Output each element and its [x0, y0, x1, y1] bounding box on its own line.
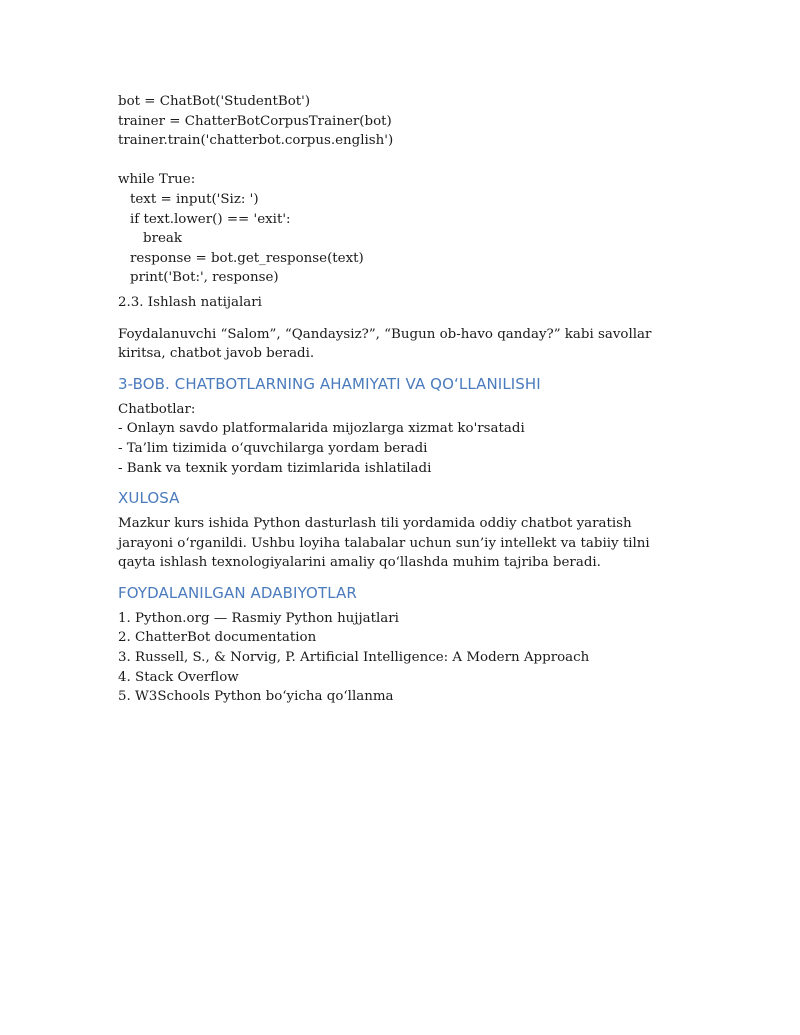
conclusion-body: Mazkur kurs ishida Python dasturlash tili yordamida oddiy chatbot yaratish jarayoni o‘rganildi. Ushbu loyiha talabalar uchun sun’iy intellekt va tabiiy tilni qayta ishlash texnologiyalarini amaliy qo‘llashda muhim tajriba beradi.: [118, 516, 650, 571]
blank-line: [118, 151, 678, 171]
reference-item: 4. Stack Overflow: [118, 669, 239, 685]
code-line: text = input('Siz: '): [130, 191, 259, 207]
code-line: bot = ChatBot('StudentBot'): [118, 94, 311, 109]
reference-item: 1. Python.org — Rasmiy Python hujjatlari: [118, 610, 399, 626]
code-line: trainer = ChatterBotCorpusTrainer(bot): [118, 113, 392, 129]
conclusion-heading: XULOSA: [118, 489, 180, 508]
list-item: - Onlayn savdo platformalarida mijozlarga xizmat ko'rsatadi: [118, 421, 525, 437]
reference-item: 3. Russell, S., & Norvig, P. Artificial Intelligence: A Modern Approach: [118, 650, 590, 666]
code-line: break: [143, 231, 182, 247]
document-page: [118, 92, 678, 707]
code-line: while True:: [118, 172, 196, 188]
section-2-3-body: Foydalanuvchi “Salom”, “Qandaysiz?”, “Bugun ob-havo qanday?” kabi savollar kiritsa, chatbot javob beradi.: [118, 326, 652, 362]
code-listing: [118, 92, 678, 288]
section-2-3-title: 2.3. Ishlash natijalari: [118, 294, 262, 310]
code-line: print('Bot:', response): [130, 270, 279, 286]
reference-item: 5. W3Schools Python bo‘yicha qo‘llanma: [118, 689, 394, 705]
list-item: - Bank va texnik yordam tizimlarida ishlatiladi: [118, 460, 432, 476]
section-3-heading: 3-BOB. CHATBOTLARNING AHAMIYATI VA QO‘LLANILISHI: [118, 374, 541, 393]
code-line: if text.lower() == 'exit':: [130, 211, 291, 227]
reference-item: 2. ChatterBot documentation: [118, 630, 317, 646]
references-heading: FOYDALANILGAN ADABIYOTLAR: [118, 583, 357, 602]
code-line: trainer.train('chatterbot.corpus.english'): [118, 133, 394, 149]
section-3-intro: Chatbotlar:: [118, 401, 196, 417]
code-line: response = bot.get_response(text): [130, 250, 364, 266]
list-item: - Ta’lim tizimida o‘quvchilarga yordam beradi: [118, 440, 428, 456]
